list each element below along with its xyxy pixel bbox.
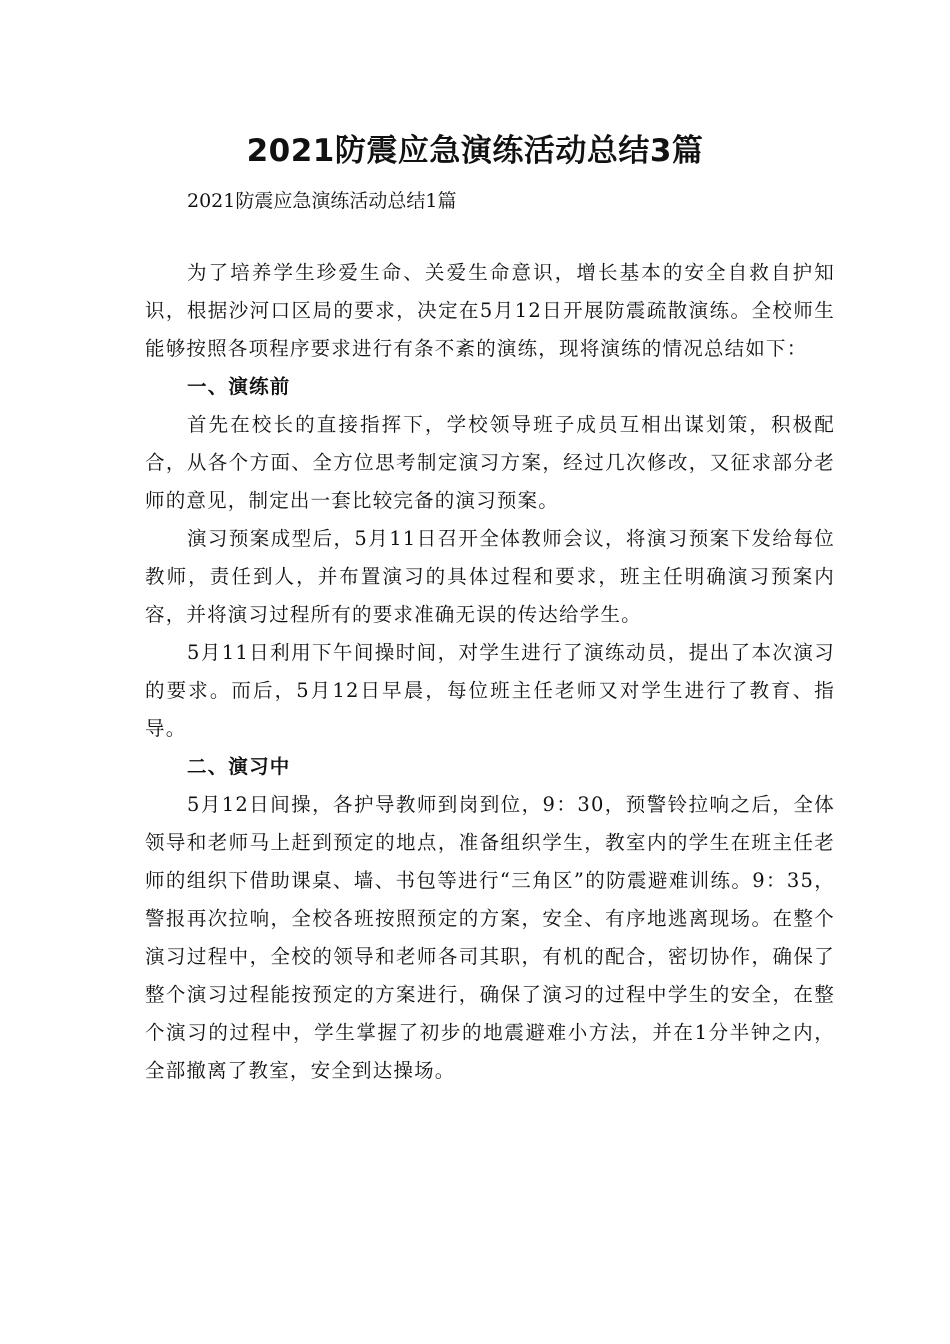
section-heading-during-drill: 二、演习中 [187, 755, 291, 778]
paragraph-student-mobilization: 5月11日利用下午间操时间，对学生进行了演练动员，提出了本次演习的要求。而后，5月12日早晨，每位班主任老师又对学生进行了教育、指导。 [145, 641, 835, 740]
document-body [145, 254, 835, 1090]
intro-paragraph: 为了培养学生珍爱生命、关爱生命意识，增长基本的安全自救自护知识，根据沙河口区局的要求，决定在5月12日开展防震疏散演练。全校师生能够按照各项程序要求进行有条不紊的演练，现将演练的情况总结如下： [145, 261, 835, 360]
paragraph-drill-process: 5月12日间操，各护导教师到岗到位，9：30，预警铃拉响之后，全体领导和老师马上赶到预定的地点，准备组织学生，教室内的学生在班主任老师的组织下借助课桌、墙、书包等进行“三角区”的防震避难训练。9：35，警报再次拉响，全校各班按照预定的方案，安全、有序地逃离现场。在整个演习过程中，全校的领导和老师各司其职，有机的配合，密切协作，确保了整个演习过程能按预定的方案进行，确保了演习的过程中学生的安全，在整个演习的过程中，学生掌握了初步的地震避难小方法，并在1分半钟之内，全部撤离了教室，安全到达操场。 [145, 793, 835, 1082]
document-title: 2021防震应急演练活动总结3篇 [246, 133, 704, 169]
paragraph-planning: 首先在校长的直接指挥下，学校领导班子成员互相出谋划策，积极配合，从各个方面、全方位思考制定演习方案，经过几次修改，又征求部分老师的意见，制定出一套比较完备的演习预案。 [145, 413, 835, 512]
section-heading-before-drill: 一、演练前 [187, 375, 291, 398]
paragraph-teacher-meeting: 演习预案成型后，5月11日召开全体教师会议，将演习预案下发给每位教师，责任到人，并布置演习的具体过程和要求，班主任明确演习预案内容，并将演习过程所有的要求准确无误的传达给学生。 [145, 527, 835, 626]
document-subtitle: 2021防震应急演练活动总结1篇 [187, 190, 457, 212]
